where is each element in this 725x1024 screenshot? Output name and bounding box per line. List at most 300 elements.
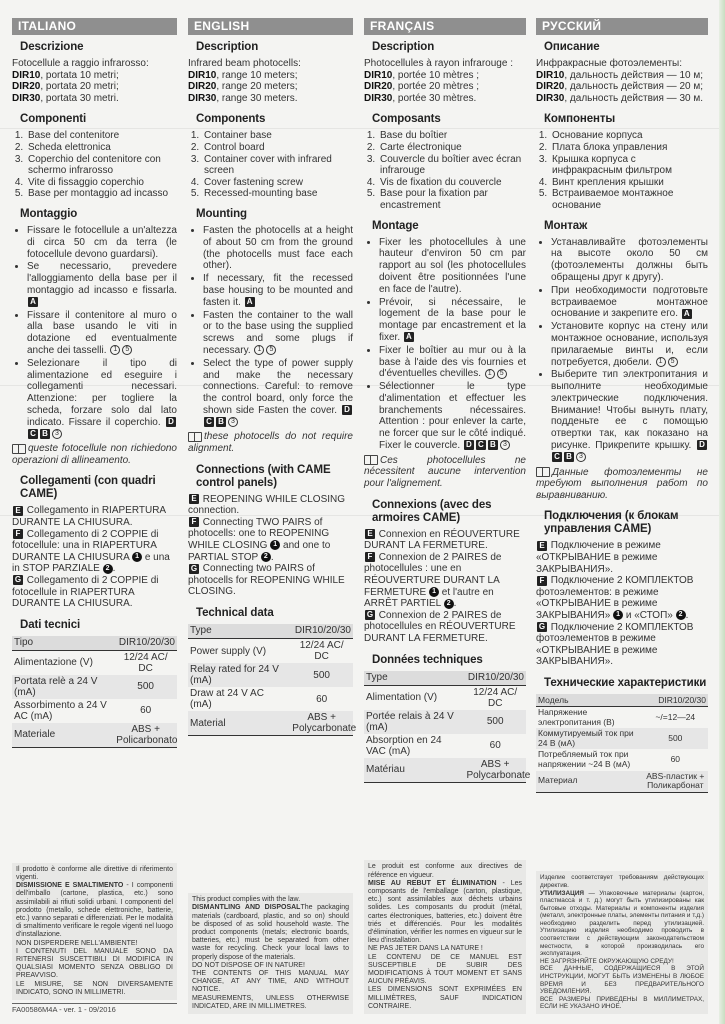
- figure-f-marker: F: [365, 552, 375, 562]
- figure-e-marker: E: [189, 494, 199, 504]
- compliance-text: Le produit est conforme aux directives de référence en vigueur.: [368, 863, 522, 879]
- description-intro: Fotocellule a raggio infrarosso:: [12, 58, 149, 69]
- figure-b-marker: B: [488, 440, 498, 450]
- component-item: 5. Recessed-mounting base: [202, 188, 353, 200]
- description-intro: Photocellules à rayon infrarouge :: [364, 58, 513, 69]
- pair-2-marker: 2: [261, 552, 271, 562]
- component-item: 1. Основание корпуса: [550, 130, 708, 142]
- mounting-steps: [364, 237, 526, 452]
- figure-b-marker: B: [216, 417, 226, 427]
- row-value: 12/24 AC/ DC: [299, 640, 344, 663]
- step-text: При необходимости подготовьте встраиваемое монтажное основание и закрепите его.: [551, 284, 708, 320]
- model-line: [536, 70, 708, 82]
- header-cell: Type: [188, 624, 290, 639]
- connection-text: Подключение в режиме «ОТКРЫВАНИЕ в режиме ЗАКРЫВАНИЯ».: [536, 540, 661, 575]
- mounting-heading: Montage: [372, 219, 419, 232]
- component-item: 5. Встраиваемое монтажное основание: [550, 188, 708, 211]
- environment-warning: DO NOT DISPOSE OF IN NATURE!: [192, 961, 305, 969]
- connection-f: F Collegamento di 2 COPPIE di fotocellule: una in RIAPERTURA DURANTE LA CHIUSURA 1 e una in STOP PARZIALE 2 .: [12, 528, 170, 575]
- connection-text: Connexion en RÉOUVERTURE DURANT LA FERMETURE.: [364, 528, 520, 552]
- figure-e-marker: E: [13, 506, 23, 516]
- row-value: 60: [316, 693, 328, 705]
- table-header: [12, 636, 177, 651]
- figure-g-marker: G: [366, 610, 374, 620]
- row-value: 12/24 AC/ DC: [123, 651, 168, 674]
- column-body: [364, 18, 531, 783]
- step-text: Fasten the photocells at a height of about 50 cm from the ground (the photocells must face each other).: [203, 224, 353, 272]
- connection-e: [364, 529, 526, 552]
- component-item: 2. Carte électronique: [378, 142, 526, 154]
- figure-a-marker: A: [28, 297, 38, 307]
- figure-f-marker: F: [537, 576, 547, 586]
- row-label: Materiale: [12, 723, 114, 748]
- model-line: [12, 93, 177, 105]
- figure-g-marker: G: [14, 575, 22, 585]
- header-cell: DIR10/20/30: [643, 694, 708, 707]
- row-label: Portée relais à 24 V (mA): [364, 710, 464, 734]
- table-row: [364, 734, 526, 758]
- connection-text: Collegamento in RIAPERTURA DURANTE LA CHIUSURA.: [12, 505, 166, 529]
- mounting-step: [379, 381, 526, 452]
- pair-1-marker: 1: [429, 587, 439, 597]
- table-row: [536, 706, 708, 728]
- mounting-step: [551, 285, 708, 320]
- row-label: Relay rated for 24 V (mA): [188, 663, 290, 687]
- model-line: [188, 70, 353, 82]
- mounting-steps: [536, 237, 708, 464]
- component-item: 5. Base pour la fixation par encastrement: [378, 188, 526, 211]
- row-label: Материал: [536, 771, 643, 793]
- mounting-step: [27, 225, 177, 260]
- row-label: Assorbimento a 24 V AC (mA): [14, 699, 107, 722]
- connection-text: Подключение 2 КОМПЛЕКТОВ фотоэлементов: в режиме «ОТКРЫВАНИЕ в режиме ЗАКРЫВАНИЯ»: [536, 575, 694, 622]
- table-header: [364, 671, 526, 686]
- model-code: DIR30: [364, 92, 393, 104]
- header-cell: Tipo: [12, 636, 114, 651]
- step-text: Устанавливайте фотоэлементы на высоте около 50 см (фотоэлементы должны быть обращены друг к другу).: [551, 236, 708, 283]
- connection-text: Connexion de 2 PAIRES de photocellules en RÉOUVERTURE DURANT LA FERMETURE.: [364, 609, 516, 644]
- row-value: ABS + Policarbonato: [116, 723, 178, 746]
- mounting-step: [379, 237, 526, 296]
- mounting-step: [551, 369, 708, 463]
- table-row: [364, 710, 526, 734]
- model-code: DIR20: [188, 81, 217, 93]
- figure-e-marker: E: [365, 529, 375, 539]
- connection-text: REOPENING WHILE CLOSING connection.: [188, 493, 346, 517]
- table-row: [536, 771, 708, 793]
- model-code: DIR30: [188, 92, 217, 104]
- components-heading: Components: [196, 113, 266, 126]
- connection-text: Connecting two PAIRS of photocells for REOPENING WHILE CLOSING.: [188, 563, 345, 598]
- disposal-heading: MISE AU REBUT ET ÉLIMINATION: [368, 879, 497, 887]
- model-range: , portée 30 mètres.: [392, 92, 477, 104]
- component-item: 4. Vis de fixation du couvercle: [378, 177, 526, 189]
- row-value: 12/24 AC/ DC: [473, 686, 518, 709]
- connections-heading: Collegamenti (con quadri CAME): [20, 475, 156, 501]
- pair-2-marker: 2: [444, 599, 454, 609]
- table-row: [12, 699, 177, 723]
- change-notice: LE CONTENU DE CE MANUEL EST SUSCEPTIBLE DE SUBIR DES MODIFICATIONS À TOUT MOMENT ET SANS AUCUN PRÉAVIS.: [368, 953, 522, 986]
- description-text: [188, 58, 353, 104]
- step-text: Selezionare il tipo di alimentazione ed eseguire i collegamenti necessari. Attenzione: per togliere la scheda, forzare solo dal lato indicato. Fissare il coperchio.: [27, 357, 177, 428]
- change-notice: THE CONTENTS OF THIS MANUAL MAY CHANGE, AT ANY TIME, AND WITHOUT NOTICE.: [192, 969, 349, 994]
- components-list: [364, 130, 526, 211]
- step-text: If necessary, fit the recessed base housing to be mounted and fasten it.: [203, 273, 353, 308]
- mounting-step: [551, 321, 708, 368]
- part-5-marker: 5: [497, 369, 507, 379]
- technical-data-heading: Données techniques: [372, 653, 483, 666]
- figure-c-marker: C: [476, 440, 486, 450]
- part-5-marker: 5: [668, 357, 678, 367]
- page-edge: [719, 0, 725, 1024]
- connections-text: [364, 529, 526, 645]
- table-header: [188, 624, 353, 639]
- step-text: Se necessario, prevedere l'alloggiamento della base per il montaggio ad incasso e fissarla.: [27, 261, 177, 296]
- book-icon: [364, 455, 378, 465]
- legal-notice: [364, 860, 526, 1014]
- figure-c-marker: C: [204, 417, 214, 427]
- model-code: DIR10: [536, 69, 565, 81]
- table-row: [364, 758, 526, 783]
- step-text: Установите корпус на стену или монтажное основание, используя прилагаемые винты и, если потребуется, дюбели.: [551, 321, 708, 368]
- units-notice: MEASUREMENTS, UNLESS OTHERWISE INDICATED, ARE IN MILLIMETRES.: [192, 994, 349, 1010]
- book-icon: [536, 467, 550, 477]
- mounting-steps: [188, 225, 353, 429]
- component-item: 3. Couvercle du boîtier avec écran infrarouge: [378, 154, 526, 177]
- connection-text: and one to PARTIAL STOP: [188, 540, 331, 563]
- model-range: , portata 10 metri;: [40, 69, 119, 81]
- description-text: [364, 58, 526, 104]
- pair-1-marker: 1: [270, 540, 280, 550]
- row-label: Коммутируемый ток при 24 В (мА): [536, 728, 643, 749]
- alignment-note: [364, 455, 526, 490]
- header-cell: DIR10/20/30: [114, 636, 177, 651]
- book-icon: [12, 444, 26, 454]
- component-item: 2. Плата блока управления: [550, 142, 708, 154]
- language-header: РУССКИЙ: [536, 18, 708, 35]
- model-range: , range 10 meters;: [216, 69, 298, 81]
- part-3-marker: 3: [52, 429, 62, 439]
- description-heading: Описание: [544, 41, 600, 53]
- language-header: FRANÇAIS: [364, 18, 526, 35]
- disposal-heading: УТИЛИЗАЦИЯ: [540, 889, 585, 897]
- component-item: 1. Container base: [202, 130, 353, 142]
- connection-g: [12, 575, 177, 610]
- disposal-heading: DISMISSIONE E SMALTIMENTO: [16, 882, 124, 890]
- description-heading: Description: [372, 41, 435, 53]
- mounting-heading: Монтаж: [544, 219, 588, 232]
- model-line: [188, 81, 353, 93]
- component-item: 5. Base per montaggio ad incasso: [26, 188, 177, 200]
- model-code: DIR10: [12, 69, 41, 81]
- step-text: Fissare il contenitore al muro o alla base usando le viti in dotazione ed eventualmente anche dei tasselli.: [27, 309, 177, 356]
- row-label: Alimentation (V): [366, 692, 438, 704]
- environment-warning: NE PAS JETER DANS LA NATURE !: [368, 945, 483, 953]
- connection-g: [188, 563, 353, 598]
- connection-g: [536, 622, 708, 668]
- note-text: these photocells do not require alignment.: [188, 431, 353, 455]
- pair-2-marker: 2: [676, 610, 686, 620]
- legal-notice: [536, 871, 708, 1014]
- change-notice: ВСЕ ДАННЫЕ, СОДЕРЖАЩИЕСЯ В ЭТОЙ ИНСТРУКЦИИ, МОГУТ БЫТЬ ИЗМЕНЕНЫ В ЛЮБОЕ ВРЕМЯ И БЕЗ ПРЕДВАРИТЕЛЬНОГО УВЕДОМЛЕНИЯ.: [540, 965, 704, 996]
- connections-text: [12, 505, 177, 609]
- part-5-marker: 5: [266, 345, 276, 355]
- components-list: [536, 130, 708, 211]
- row-label: Alimentazione (V): [14, 657, 93, 669]
- technical-data-table: [364, 671, 531, 783]
- note-text: Данные фотоэлементы не требуют выполнения работ по выравниванию.: [536, 466, 708, 501]
- component-item: 3. Крышка корпуса с инфракрасным фильтром: [550, 154, 708, 177]
- model-line: [536, 81, 708, 93]
- row-value: 60: [670, 754, 681, 765]
- connection-text: Collegamento di 2 COPPIE di fotocellule: una in RIAPERTURA DURANTE LA CHIUSURA: [12, 528, 159, 563]
- model-line: [364, 81, 526, 93]
- technical-data-heading: Технические характеристики: [544, 676, 707, 689]
- connection-text: Подключение 2 КОМПЛЕКТОВ фотоэлементов в режиме «ОТКРЫВАНИЕ в режиме ЗАКРЫВАНИЯ».: [536, 621, 694, 668]
- column-english: [188, 18, 357, 1014]
- component-item: 2. Scheda elettronica: [26, 142, 177, 154]
- connection-e: [12, 505, 177, 528]
- model-code: DIR10: [188, 69, 217, 81]
- row-label: Absorption en 24 VAC (mA): [366, 734, 442, 757]
- figure-d-marker: D: [166, 417, 176, 427]
- disposal-text: - I componenti dell'imballo (cartone, plastica, etc.) sono assimilabili ai rifiuti solidi urbani. I componenti del prodotto (metallo, schede elettroniche, batterie, etc.) vanno separati e differenziati. Per le modalità di smaltimento verificare le regole vigenti nel luogo d'installazione.: [16, 882, 173, 939]
- model-code: DIR30: [536, 92, 565, 104]
- alignment-note: [188, 431, 353, 454]
- mounting-step: [203, 358, 353, 429]
- header-cell: Модель: [536, 694, 643, 707]
- connection-text: e una in STOP PARZIALE: [12, 551, 170, 575]
- mounting-step: [203, 273, 353, 308]
- legal-notice: [188, 893, 353, 1014]
- figure-d-marker: D: [464, 440, 474, 450]
- row-value: ~/=12—24: [655, 711, 696, 722]
- component-item: 1. Base del contenitore: [26, 130, 177, 142]
- connection-f: F Подключение 2 КОМПЛЕКТОВ фотоэлементов: в режиме «ОТКРЫВАНИЕ в режиме ЗАКРЫВАНИЯ» 1 и «СТОП» 2 .: [536, 575, 694, 622]
- connection-e: [536, 540, 708, 575]
- compliance-text: Il prodotto è conforme alle direttive di riferimento vigenti.: [16, 865, 173, 881]
- component-item: 2. Control board: [202, 142, 353, 154]
- model-range: , дальность действия — 20 м;: [564, 81, 703, 93]
- book-icon: [188, 432, 202, 442]
- environment-warning: НЕ ЗАГРЯЗНЯЙТЕ ОКРУЖАЮЩУЮ СРЕДУ!: [540, 957, 674, 965]
- mounting-step: [203, 225, 353, 272]
- step-text: Fissare le fotocellule a un'altezza di circa 50 cm da terra (le fotocellule devono guardarsi).: [27, 224, 177, 260]
- step-text: Выберите тип электропитания и выполните необходимые электрические подключения. Внимание! Чтобы вынуть плату, подденьте ее с помощью отвертки так, как показано на рисунке. Прикрепите крышку.: [551, 369, 708, 452]
- connection-text: Connecting TWO PAIRS of photocells: one to REOPENING WHILE CLOSING: [188, 516, 330, 552]
- row-value: 500: [290, 663, 353, 687]
- table-row: [188, 711, 353, 736]
- pair-2-marker: 2: [103, 564, 113, 574]
- model-line: [188, 93, 353, 105]
- row-value: ABS-пластик + Поликарбонат: [643, 771, 708, 793]
- model-range: , range 30 meters.: [216, 92, 298, 104]
- model-range: , portata 20 metri;: [40, 81, 119, 93]
- model-code: DIR20: [536, 81, 565, 93]
- column-francais: [364, 18, 531, 1014]
- model-range: , portata 30 metri.: [40, 92, 119, 104]
- model-line: [12, 81, 177, 93]
- table-row: [188, 663, 353, 687]
- figure-c-marker: C: [552, 452, 562, 462]
- part-1-marker: 1: [254, 345, 264, 355]
- connections-heading: Подключения (к блокам управления CAME): [544, 510, 679, 536]
- component-item: 3. Coperchio del contenitore con schermo infrarosso: [26, 154, 177, 177]
- model-code: DIR10: [364, 69, 393, 81]
- connections-text: [188, 494, 353, 598]
- connections-heading: Connections (with CAME control panels): [196, 463, 331, 489]
- step-text: Prévoir, si nécessaire, le logement de la base pour le montage par encastrement et la fixer.: [379, 296, 526, 343]
- technical-data-table: [536, 694, 708, 793]
- description-text: [12, 58, 177, 104]
- part-1-marker: 1: [485, 369, 495, 379]
- components-list: [12, 130, 177, 200]
- column-body: [188, 18, 357, 736]
- components-heading: Компоненты: [544, 113, 616, 126]
- row-label: Power supply (V): [190, 645, 267, 657]
- mounting-step: [551, 237, 708, 284]
- units-notice: LES DIMENSIONS SONT EXPRIMÉES EN MILLIMÈTRES, SAUF INDICATION CONTRAIRE.: [368, 986, 522, 1010]
- table-row: [536, 728, 708, 749]
- disposal-text: The packaging materials (cardboard, plastic, and so on) should be disposed of as solid household waste. The product components (metals; electronic boards, batteries, etc.) must be separated from other waste for recycling. Check your local laws to properly dispose of the materials.: [192, 904, 350, 961]
- connection-text: Connexion de 2 PAIRES de photocellules : une en RÉOUVERTURE DURANT LA FERMETURE: [364, 551, 502, 598]
- model-code: DIR30: [12, 92, 41, 104]
- technical-data-table: [188, 624, 357, 736]
- connection-text: и «СТОП»: [625, 610, 673, 622]
- table-row: [188, 687, 353, 711]
- step-text: Fixer le boîtier au mur ou à la base à l'aide des vis fournies et d'éventuelles chevilles.: [379, 344, 526, 380]
- model-line: [364, 93, 526, 105]
- connection-f: F Connecting TWO PAIRS of photocells: one to REOPENING WHILE CLOSING 1 and one to PARTIAL STOP 2 .: [188, 516, 331, 563]
- figure-e-marker: E: [537, 541, 547, 551]
- pair-1-marker: 1: [613, 610, 623, 620]
- step-text: Select the type of power supply and make the necessary connections. Careful: to remove the control board, only force the shown side Fasten the cover.: [203, 357, 353, 416]
- row-label: Matériau: [364, 758, 464, 783]
- row-label: Draw at 24 V AC (mA): [190, 688, 264, 711]
- compliance-text: This product complies with the law.: [192, 896, 301, 904]
- model-line: [364, 70, 526, 82]
- compliance-text: Изделие соответствует требованиям действующих директив.: [540, 874, 704, 889]
- components-list: [188, 130, 353, 200]
- description-intro: Infrared beam photocells:: [188, 58, 301, 69]
- row-value: ABS + Polycarbonate: [466, 758, 531, 781]
- model-range: , portée 20 mètres ;: [392, 81, 480, 93]
- technical-data-table: [12, 636, 177, 748]
- row-value: 500: [643, 728, 708, 749]
- part-1-marker: 1: [110, 345, 120, 355]
- units-notice: LE MISURE, SE NON DIVERSAMENTE INDICATO, SONO IN MILLIMETRI.: [16, 980, 173, 996]
- pair-1-marker: 1: [132, 552, 142, 562]
- mounting-step: [379, 345, 526, 380]
- mounting-step: [203, 310, 353, 357]
- figure-b-marker: B: [40, 429, 50, 439]
- mounting-heading: Mounting: [196, 207, 247, 220]
- row-label: Потребляемый ток при напряжении ~24 В (мА): [538, 749, 631, 769]
- disposal-text: - Les composants de l'emballage (carton, plastique, etc.) sont assimilables aux déchets urbains solides. Les composants du produit (métal, cartes électroniques, batteries, etc.) doivent être triés et différenciés. Pour les modalités d'élimination, vérifier les normes en vigueur sur le lieu d'installation.: [368, 879, 522, 945]
- row-value: 500: [114, 675, 177, 699]
- environment-warning: NON DISPERDERE NELL'AMBIENTE!: [16, 939, 138, 947]
- note-text: Ces photocellules ne nécessitent aucune intervention pour l'alignement.: [364, 454, 526, 490]
- row-label: Напряжение электропитания (В): [538, 706, 615, 727]
- disposal-heading: DISMANTLING AND DISPOSAL: [192, 904, 301, 912]
- table-row: [364, 685, 526, 710]
- document-code: FA00586M4A - ver. 1 - 09/2016: [12, 1003, 177, 1014]
- column-italiano: [12, 18, 177, 1014]
- mounting-steps: [12, 225, 177, 440]
- table-row: [12, 675, 177, 699]
- figure-a-marker: A: [404, 332, 414, 342]
- components-heading: Composants: [372, 113, 441, 126]
- model-line: [12, 70, 177, 82]
- model-range: , дальность действия — 30 м.: [564, 92, 703, 104]
- connections-text: [536, 540, 708, 668]
- model-range: , portée 10 mètres ;: [392, 69, 480, 81]
- column-body: [12, 18, 177, 748]
- units-notice: ВСЕ РАЗМЕРЫ ПРИВЕДЕНЫ В МИЛЛИМЕТРАХ, ЕСЛИ НЕ УКАЗАНО ИНОЕ.: [540, 995, 704, 1011]
- mounting-step: [379, 297, 526, 344]
- mounting-step: [27, 261, 177, 308]
- figure-b-marker: B: [564, 452, 574, 462]
- column-russian: [536, 18, 708, 1014]
- model-line: [536, 93, 708, 105]
- components-heading: Componenti: [20, 113, 87, 126]
- connection-f: F Connexion de 2 PAIRES de photocellules : une en RÉOUVERTURE DURANT LA FERMETURE 1 et l'autre en ARRÊT PARTIEL 2 .: [364, 551, 502, 610]
- figure-a-marker: A: [245, 297, 255, 307]
- row-value: 500: [464, 710, 526, 734]
- component-item: 1. Base du boîtier: [378, 130, 526, 142]
- alignment-note: [12, 443, 177, 466]
- mounting-step: [27, 310, 177, 357]
- figure-c-marker: C: [28, 429, 38, 439]
- header-cell: Type: [364, 671, 464, 686]
- part-1-marker: 1: [656, 357, 666, 367]
- table-row: [12, 723, 177, 748]
- connection-e: [188, 494, 353, 517]
- figure-f-marker: F: [189, 517, 199, 527]
- table-row: [188, 639, 353, 664]
- mounting-heading: Montaggio: [20, 207, 78, 220]
- component-item: 3. Container cover with infrared screen: [202, 154, 353, 177]
- header-cell: DIR10/20/30: [290, 624, 353, 639]
- technical-data-heading: Dati tecnici: [20, 618, 81, 631]
- component-item: 4. Винт крепления крышки: [550, 177, 708, 189]
- row-label: Material: [188, 711, 290, 736]
- figure-g-marker: G: [190, 563, 198, 573]
- model-range: , дальность действия — 10 м;: [564, 69, 703, 81]
- row-value: 60: [140, 705, 152, 717]
- part-3-marker: 3: [500, 440, 510, 450]
- step-text: Fasten the container to the wall or to the base using the supplied screws and some plugs if necessary.: [203, 309, 353, 356]
- language-header: ITALIANO: [12, 18, 177, 35]
- part-5-marker: 5: [122, 345, 132, 355]
- figure-a-marker: A: [682, 309, 692, 319]
- model-code: DIR20: [364, 81, 393, 93]
- component-item: 4. Vite di fissaggio coperchio: [26, 177, 177, 189]
- component-item: 4. Cover fastening screw: [202, 177, 353, 189]
- figure-d-marker: D: [342, 405, 352, 415]
- alignment-note: [536, 467, 708, 502]
- description-text: [536, 58, 708, 104]
- description-heading: Description: [196, 41, 259, 53]
- row-label: Portata relè a 24 V (mA): [12, 675, 114, 699]
- description-heading: Descrizione: [20, 41, 84, 53]
- connection-g: [364, 610, 526, 645]
- part-3-marker: 3: [576, 452, 586, 462]
- model-code: DIR20: [12, 81, 41, 93]
- figure-g-marker: G: [538, 621, 546, 631]
- column-body: [536, 18, 708, 793]
- connection-text: et l'autre en ARRÊT PARTIEL: [364, 586, 494, 610]
